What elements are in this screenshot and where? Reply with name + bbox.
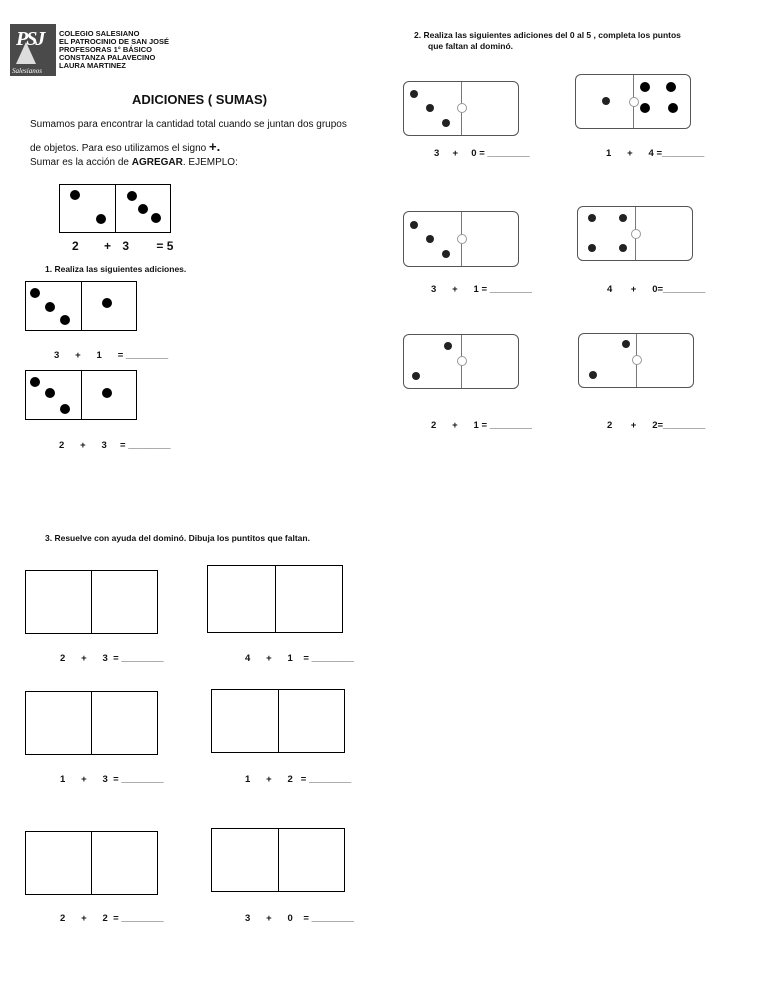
answer-blank[interactable]: ________ [128,440,171,451]
s3-empty-domino[interactable] [211,828,345,892]
s2-equation [606,148,704,159]
eq-operand: 0 [652,284,658,295]
s3-equation [245,913,354,924]
school-logo [10,24,56,76]
intro-text: Sumar es la acción de [30,157,132,168]
domino-dot [666,82,676,92]
eq-operand: 2 [607,420,613,431]
domino-divider [278,829,279,891]
eq-operand: 2 [60,913,66,924]
domino-dot [410,221,418,229]
eq-equals: = [300,774,307,785]
s2-domino [403,81,519,136]
domino-dot [96,214,106,224]
s3-equation [60,913,164,924]
domino-dot [45,388,55,398]
domino-dot [640,82,650,92]
domino-dot [102,298,112,308]
eq-equals: = [479,148,485,159]
eq-operand: 3 [122,239,130,253]
domino-divider [275,566,276,632]
eq-operand: 1 [287,653,293,664]
s2-domino [578,333,694,388]
domino-dot [640,103,650,113]
domino-divider [91,832,92,894]
domino-notch [629,97,639,107]
s2-equation [431,284,532,295]
eq-operand: 2 [72,239,79,253]
answer-blank[interactable]: ________ [125,350,169,361]
eq-equals: = [117,350,124,361]
domino-dot [151,213,161,223]
eq-operand: 2 [287,774,293,785]
answer-blank[interactable]: ________ [308,774,352,785]
domino-notch [457,103,467,113]
domino-dot [442,119,450,127]
answer-blank[interactable]: ________ [311,653,354,664]
domino-dot [127,191,137,201]
example-domino [59,184,171,233]
eq-plus: + [81,653,87,664]
eq-plus: + [81,913,87,924]
eq-plus: + [630,284,637,295]
domino-divider [115,185,116,232]
eq-operand: 1 [606,148,612,159]
domino-dot [588,244,596,252]
domino-notch [457,356,467,366]
s2-domino [403,334,519,389]
section2-heading [414,30,681,52]
s3-equation [60,653,164,664]
s1-domino [25,281,137,331]
eq-operand: 1 [60,774,66,785]
eq-operand: 3 [245,913,251,924]
s3-equation [245,774,351,785]
answer-blank[interactable]: ________ [662,148,705,159]
eq-plus: + [266,774,272,785]
eq-equals: = [303,653,309,664]
header-line: CONSTANZA PALAVECINO [59,53,156,62]
eq-operand: 2 [431,420,437,431]
domino-dot [622,340,630,348]
eq-operand: 3 [434,148,440,159]
domino-dot [668,103,678,113]
domino-divider [91,571,92,633]
domino-dot [442,250,450,258]
eq-operand: 3 [102,774,108,785]
page-title: ADICIONES ( SUMAS) [132,92,268,107]
s3-equation [60,774,164,785]
eq-operand: 2 [60,653,66,664]
s2-equation [607,284,705,295]
plus-sign: +. [209,139,221,154]
answer-blank[interactable]: ________ [489,420,532,431]
eq-operand: 2 [652,420,658,431]
s3-empty-domino[interactable] [25,691,158,755]
domino-dot [426,235,434,243]
intro-line: Sumamos para encontrar la cantidad total cuando se juntan dos grupos [30,119,347,130]
answer-blank[interactable]: ________ [311,913,354,924]
eq-plus: + [630,420,637,431]
s2-equation [607,420,705,431]
eq-operand: 2 [59,440,65,451]
heading-line: 2. Realiza las siguientes adiciones del 0 al 5 , completa los puntos [414,30,681,40]
eq-operand: 4 [648,148,654,159]
header-line: COLEGIO SALESIANO [59,29,140,38]
eq-plus: + [452,420,458,431]
eq-operand: 0 [287,913,293,924]
eq-operator: + [104,239,112,253]
eq-equals: = [657,420,664,431]
eq-operand: 3 [101,440,107,451]
answer-blank[interactable]: ________ [121,774,164,785]
school-header [59,30,169,70]
s2-equation [431,420,532,431]
domino-dot [589,371,597,379]
s1-equation [54,350,168,361]
answer-blank[interactable]: ________ [121,653,164,664]
domino-dot [102,388,112,398]
s2-domino [577,206,693,261]
eq-equals: = [303,913,309,924]
s2-equation [434,148,530,159]
logo-monogram: PSJ [16,28,44,50]
eq-equals: = [113,653,119,664]
eq-operand: 3 [431,284,437,295]
eq-plus: + [75,350,81,361]
answer-blank[interactable]: ________ [663,420,706,431]
s3-empty-domino[interactable] [25,570,158,634]
eq-operand: 3 [54,350,60,361]
eq-equals: = [656,148,663,159]
eq-plus: + [266,913,272,924]
heading-line: que faltan al dominó. [428,41,514,51]
s2-domino [403,211,519,267]
eq-operand: 4 [245,653,251,664]
eq-operand: 1 [473,420,479,431]
domino-divider [91,692,92,754]
s1-equation [59,440,171,451]
domino-dot [619,244,627,252]
header-line: EL PATROCINIO DE SAN JOSÉ [59,37,170,46]
eq-operand: 1 [473,284,479,295]
intro-text: . EJEMPLO: [182,157,238,168]
intro-paragraph-1 [30,114,390,160]
eq-equals: = [120,440,126,451]
eq-plus: + [80,440,86,451]
domino-divider [81,282,82,330]
domino-dot [602,97,610,105]
eq-operand: 1 [96,350,102,361]
domino-dot [60,315,70,325]
tree-icon [16,42,36,64]
bold-word: AGREGAR [131,157,183,168]
eq-operand: 1 [245,774,251,785]
eq-operand: 4 [607,284,613,295]
eq-plus: + [81,774,87,785]
eq-equals: = [657,284,664,295]
section3-heading: 3. Resuelve con ayuda del dominó. Dibuja los puntitos que faltan. [45,533,310,543]
eq-result: = 5 [156,239,174,253]
domino-dot [30,377,40,387]
eq-plus: + [452,148,459,159]
intro-paragraph-2 [30,157,238,168]
s3-empty-domino[interactable] [25,831,158,895]
s3-empty-domino[interactable] [211,689,345,753]
domino-dot [45,302,55,312]
domino-dot [444,342,452,350]
eq-plus: + [627,148,633,159]
answer-blank[interactable]: ________ [489,284,532,295]
eq-equals: = [113,774,119,785]
eq-plus: + [266,653,272,664]
domino-divider [81,371,82,419]
domino-dot [412,372,420,380]
domino-dot [60,404,70,414]
s3-equation [245,653,354,664]
domino-notch [631,229,641,239]
logo-caption: Salesianos [12,67,42,75]
answer-blank[interactable]: ________ [663,284,706,295]
section1-heading: 1. Realiza las siguientes adiciones. [45,264,187,274]
domino-divider [278,690,279,752]
s1-domino [25,370,137,420]
eq-plus: + [452,284,458,295]
domino-dot [426,104,434,112]
eq-equals: = [481,284,488,295]
example-equation [72,239,173,253]
s3-empty-domino[interactable] [207,565,343,633]
domino-dot [70,190,80,200]
eq-equals: = [481,420,488,431]
domino-notch [632,355,642,365]
eq-operand: 2 [102,913,108,924]
s2-domino [575,74,691,129]
answer-blank[interactable]: ________ [487,148,530,159]
header-line: PROFESORAS 1° BÁSICO [59,45,153,54]
domino-notch [457,234,467,244]
domino-dot [619,214,627,222]
domino-dot [410,90,418,98]
domino-dot [138,204,148,214]
answer-blank[interactable]: ________ [121,913,164,924]
eq-operand: 3 [102,653,108,664]
header-line: LAURA MARTINEZ [59,61,126,70]
eq-operand: 0 [471,148,477,159]
intro-text: de objetos. Para eso utilizamos el signo [30,143,207,154]
domino-dot [588,214,596,222]
domino-dot [30,288,40,298]
eq-equals: = [113,913,119,924]
